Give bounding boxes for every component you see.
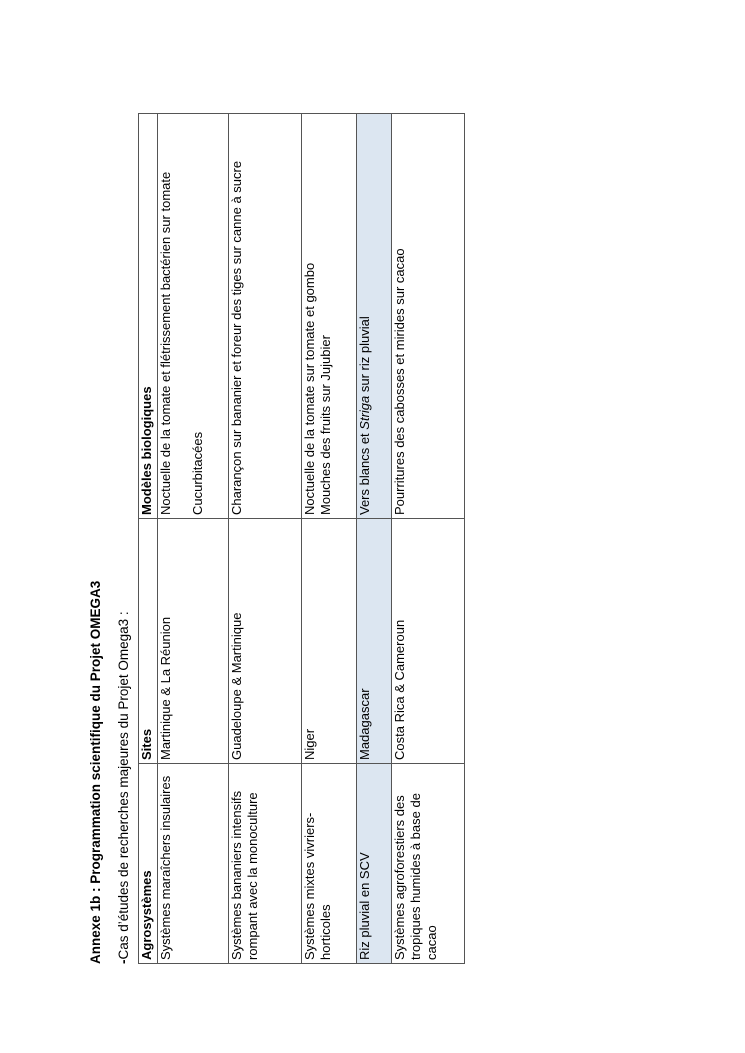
- sites-cell: Guadeloupe & Martinique: [229, 519, 302, 764]
- sites-cell: Costa Rica & Cameroun: [392, 519, 465, 764]
- models-line: Mouches des fruits sur Jujubier: [318, 335, 333, 515]
- models-cell: [302, 114, 357, 519]
- table-row: [302, 114, 357, 964]
- sites-cell: Niger: [302, 519, 357, 764]
- models-cell: Charançon sur bananier et foreur des tiges sur canne à sucre: [229, 114, 302, 519]
- agrosystem-cell: Riz pluvial en SCV: [357, 764, 392, 964]
- agrosystem-cell: Systèmes maraîchers insulaires: [158, 764, 229, 964]
- models-line: Noctuelle de la tomate et flétrissement bactérien sur tomate: [158, 171, 173, 515]
- sites-cell: Martinique & La Réunion: [158, 519, 229, 764]
- subtitle-text: Cas d’études de recherches majeures du Projet Omega3 :: [116, 611, 131, 960]
- table-row: [158, 114, 229, 964]
- agrosystem-cell: Systèmes agroforestiers des tropiques humides à base de cacao: [392, 764, 465, 964]
- models-cell: Pourritures des cabosses et mirides sur cacao: [392, 114, 465, 519]
- models-cell: Vers blancs et Striga sur riz pluvial: [357, 114, 392, 519]
- page-subtitle: [116, 611, 131, 964]
- case-studies-table: [138, 113, 465, 964]
- agrosystem-cell: Systèmes mixtes vivriers-horticoles: [302, 764, 357, 964]
- rotated-page-content: [88, 92, 558, 972]
- page-title: Annexe 1b : Programmation scientifique du Projet OMEGA3: [88, 580, 103, 964]
- agrosystem-cell: Systèmes bananiers intensifs rompant avec la monoculture: [229, 764, 302, 964]
- table-header-row: [139, 114, 158, 964]
- models-cell: [158, 114, 229, 519]
- header-biological-models: Modèles biologiques: [139, 114, 158, 519]
- table-row-highlighted: [357, 114, 392, 964]
- striga-italic: Striga: [357, 395, 372, 430]
- models-line: Cucurbitacées: [190, 431, 205, 515]
- sites-cell: Madagascar: [357, 519, 392, 764]
- models-line: Noctuelle de la tomate sur tomate et gombo: [302, 262, 317, 515]
- table-row: [392, 114, 465, 964]
- header-sites: Sites: [139, 519, 158, 764]
- header-agrosystems: Agrosystèmes: [139, 764, 158, 964]
- table-row: [229, 114, 302, 964]
- subtitle-dash: -: [116, 959, 131, 964]
